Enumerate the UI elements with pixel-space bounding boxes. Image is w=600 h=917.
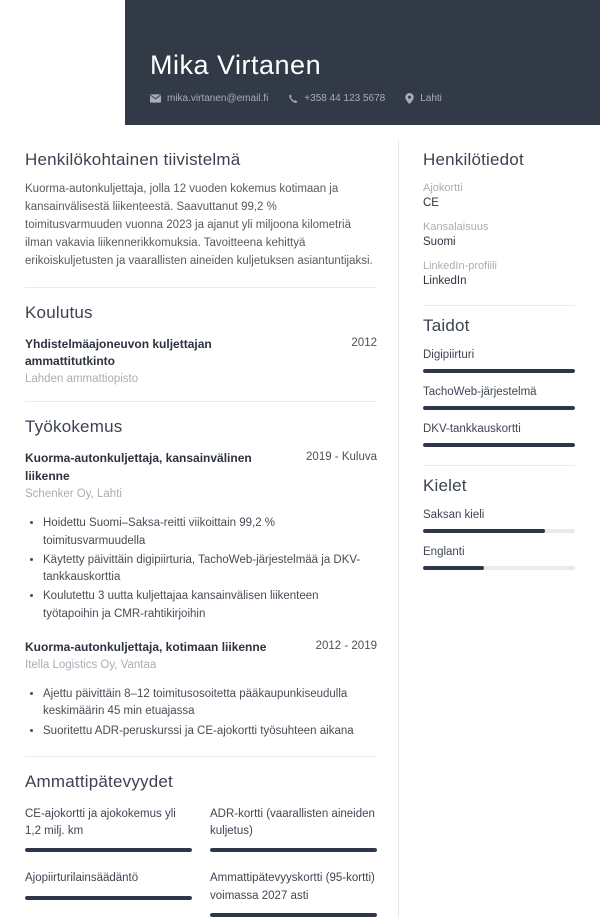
language-bar: [423, 529, 575, 533]
skill-bar: [423, 443, 575, 447]
skill-item: [423, 386, 575, 410]
email-icon: [150, 94, 161, 103]
skill-label: DKV-tankkauskortti: [423, 423, 521, 435]
skill-item: [423, 423, 575, 447]
linkedin-profile-link[interactable]: LinkedIn: [423, 275, 467, 287]
summary-section-title: Henkilökohtainen tiivistelmä: [25, 150, 241, 169]
education-section-title: Koulutus: [25, 302, 93, 322]
personal-details-title: Henkilötiedot: [423, 150, 524, 169]
contact-phone-text: +358 44 123 5678: [304, 93, 386, 104]
job-bullet-list: [31, 686, 377, 740]
contact-location-text: Lahti: [420, 93, 442, 104]
job-date: 2019 - Kuluva: [306, 451, 377, 464]
qualifications-section-title: Ammattipätevyydet: [25, 771, 173, 791]
qualification-bar: [210, 848, 377, 852]
qualification-item: [25, 870, 192, 917]
experience-section-title: Työkokemus: [25, 417, 123, 437]
experience-section: [25, 417, 377, 739]
personal-field-label: Kansalaisuus: [423, 221, 489, 233]
personal-field-label: Ajokortti: [423, 182, 463, 194]
right-column: [423, 140, 575, 917]
qualification-label: Ammattipätevyyskortti (95-kortti) voimassa 2027 asti: [210, 872, 375, 902]
degree-title: Yhdistelmäajoneuvon kuljettajan ammattitutkinto: [25, 336, 212, 369]
job-company: Itella Logistics Oy, Vantaa: [25, 659, 157, 672]
job-bullet: • Koulutettu 3 uutta kuljettajaa kansainvälisen liikenteen työtapoihin ja CMR-rahtikirjoihin: [43, 588, 377, 623]
candidate-name: Mika Virtanen: [150, 50, 322, 80]
job-date: 2012 - 2019: [315, 639, 377, 652]
section-divider: [25, 287, 377, 288]
section-divider: [25, 756, 377, 757]
skill-bar-fill: [423, 369, 575, 373]
skills-section-title: Taidot: [423, 316, 470, 335]
job-title: Kuorma-autonkuljettaja, kansainvälinen liikenne: [25, 451, 252, 483]
left-column: [25, 140, 377, 917]
qualification-bar-fill: [210, 913, 377, 917]
language-item: [423, 509, 575, 533]
phone-icon: [288, 94, 298, 104]
qualification-bar-fill: [210, 848, 377, 852]
language-label: Englanti: [423, 546, 465, 558]
personal-field: [423, 221, 575, 248]
skill-bar: [423, 406, 575, 410]
header-banner: [125, 0, 600, 125]
personal-field-label: LinkedIn-profiili: [423, 260, 497, 272]
personal-field: [423, 260, 575, 287]
qualification-item: [210, 806, 377, 853]
job-entry: [25, 639, 377, 740]
skill-bar: [423, 369, 575, 373]
section-divider: [25, 401, 377, 402]
contact-phone: [288, 93, 385, 104]
skill-label: TachoWeb-järjestelmä: [423, 386, 537, 398]
qualification-bar: [25, 896, 192, 900]
qualification-label: Ajopiirturilainsäädäntö: [25, 872, 139, 885]
education-entry: [25, 336, 377, 386]
location-icon: [405, 93, 414, 104]
personal-field-value: Suomi: [423, 236, 456, 248]
language-item: [423, 546, 575, 570]
job-bullet: • Suoritettu ADR-peruskurssi ja CE-ajokortti työsuhteen aikana: [43, 723, 377, 740]
contact-location: [405, 93, 442, 104]
qualification-bar-fill: [25, 896, 192, 900]
education-section: [25, 303, 377, 386]
qualification-label: CE-ajokortti ja ajokokemus yli 1,2 milj. km: [25, 807, 176, 838]
language-bar-fill: [423, 529, 545, 533]
main-content: [0, 140, 600, 917]
qualification-bar-fill: [25, 848, 192, 852]
job-title: Kuorma-autonkuljettaja, kotimaan liikenne: [25, 639, 267, 654]
column-divider: [398, 140, 399, 917]
qualification-item: [25, 806, 192, 853]
language-label: Saksan kieli: [423, 509, 485, 521]
language-bar-fill: [423, 566, 484, 570]
skill-bar-fill: [423, 406, 575, 410]
job-entry: [25, 450, 377, 622]
education-date: 2012: [351, 336, 377, 349]
section-divider: [423, 305, 575, 306]
personal-field: [423, 182, 575, 209]
contact-email-text: mika.virtanen@email.fi: [167, 93, 269, 104]
qualifications-grid: [25, 806, 377, 917]
job-bullet: • Käytetty päivittäin digipiirturia, TachoWeb-järjestelmää ja DKV-tankkauskorttia: [43, 552, 377, 587]
contact-email: [150, 93, 268, 104]
summary-text: Kuorma-autonkuljettaja, jolla 12 vuoden kokemus kotimaan ja kansainvälisestä liikenteestä. Saavuttanut 99,2 % toimitusvarmuuden vuonna 2023 ja ajanut yli miljoona kilometriä ilman vakavia liikennerikkomuksia. Tavoitteena kehittyä erikoiskuljetusten ja vaarallisten aineiden kuljetuksen asiantuntijaksi.: [25, 183, 373, 267]
skill-label: Digipiirturi: [423, 349, 475, 361]
qualification-item: [210, 870, 377, 917]
section-divider: [423, 465, 575, 466]
skill-bar-fill: [423, 443, 575, 447]
personal-field-value: CE: [423, 197, 439, 209]
job-bullet: • Ajettu päivittäin 8–12 toimitusosoitetta pääkaupunkiseudulla keskimäärin 45 min etuajassa: [43, 686, 377, 721]
qualification-label: ADR-kortti (vaarallisten aineiden kuljetus): [210, 807, 375, 838]
contact-row: [150, 93, 600, 104]
job-bullet-list: [31, 515, 377, 623]
skill-item: [423, 349, 575, 373]
language-bar: [423, 566, 575, 570]
job-company: Schenker Oy, Lahti: [25, 488, 122, 501]
qualifications-section: [25, 772, 377, 917]
education-school: Lahden ammattiopisto: [25, 373, 139, 386]
qualification-bar: [210, 913, 377, 917]
job-bullet: • Hoidettu Suomi–Saksa-reitti viikoittain 99,2 % toimitusvarmuudella: [43, 515, 377, 550]
qualification-bar: [25, 848, 192, 852]
languages-section-title: Kielet: [423, 476, 467, 495]
